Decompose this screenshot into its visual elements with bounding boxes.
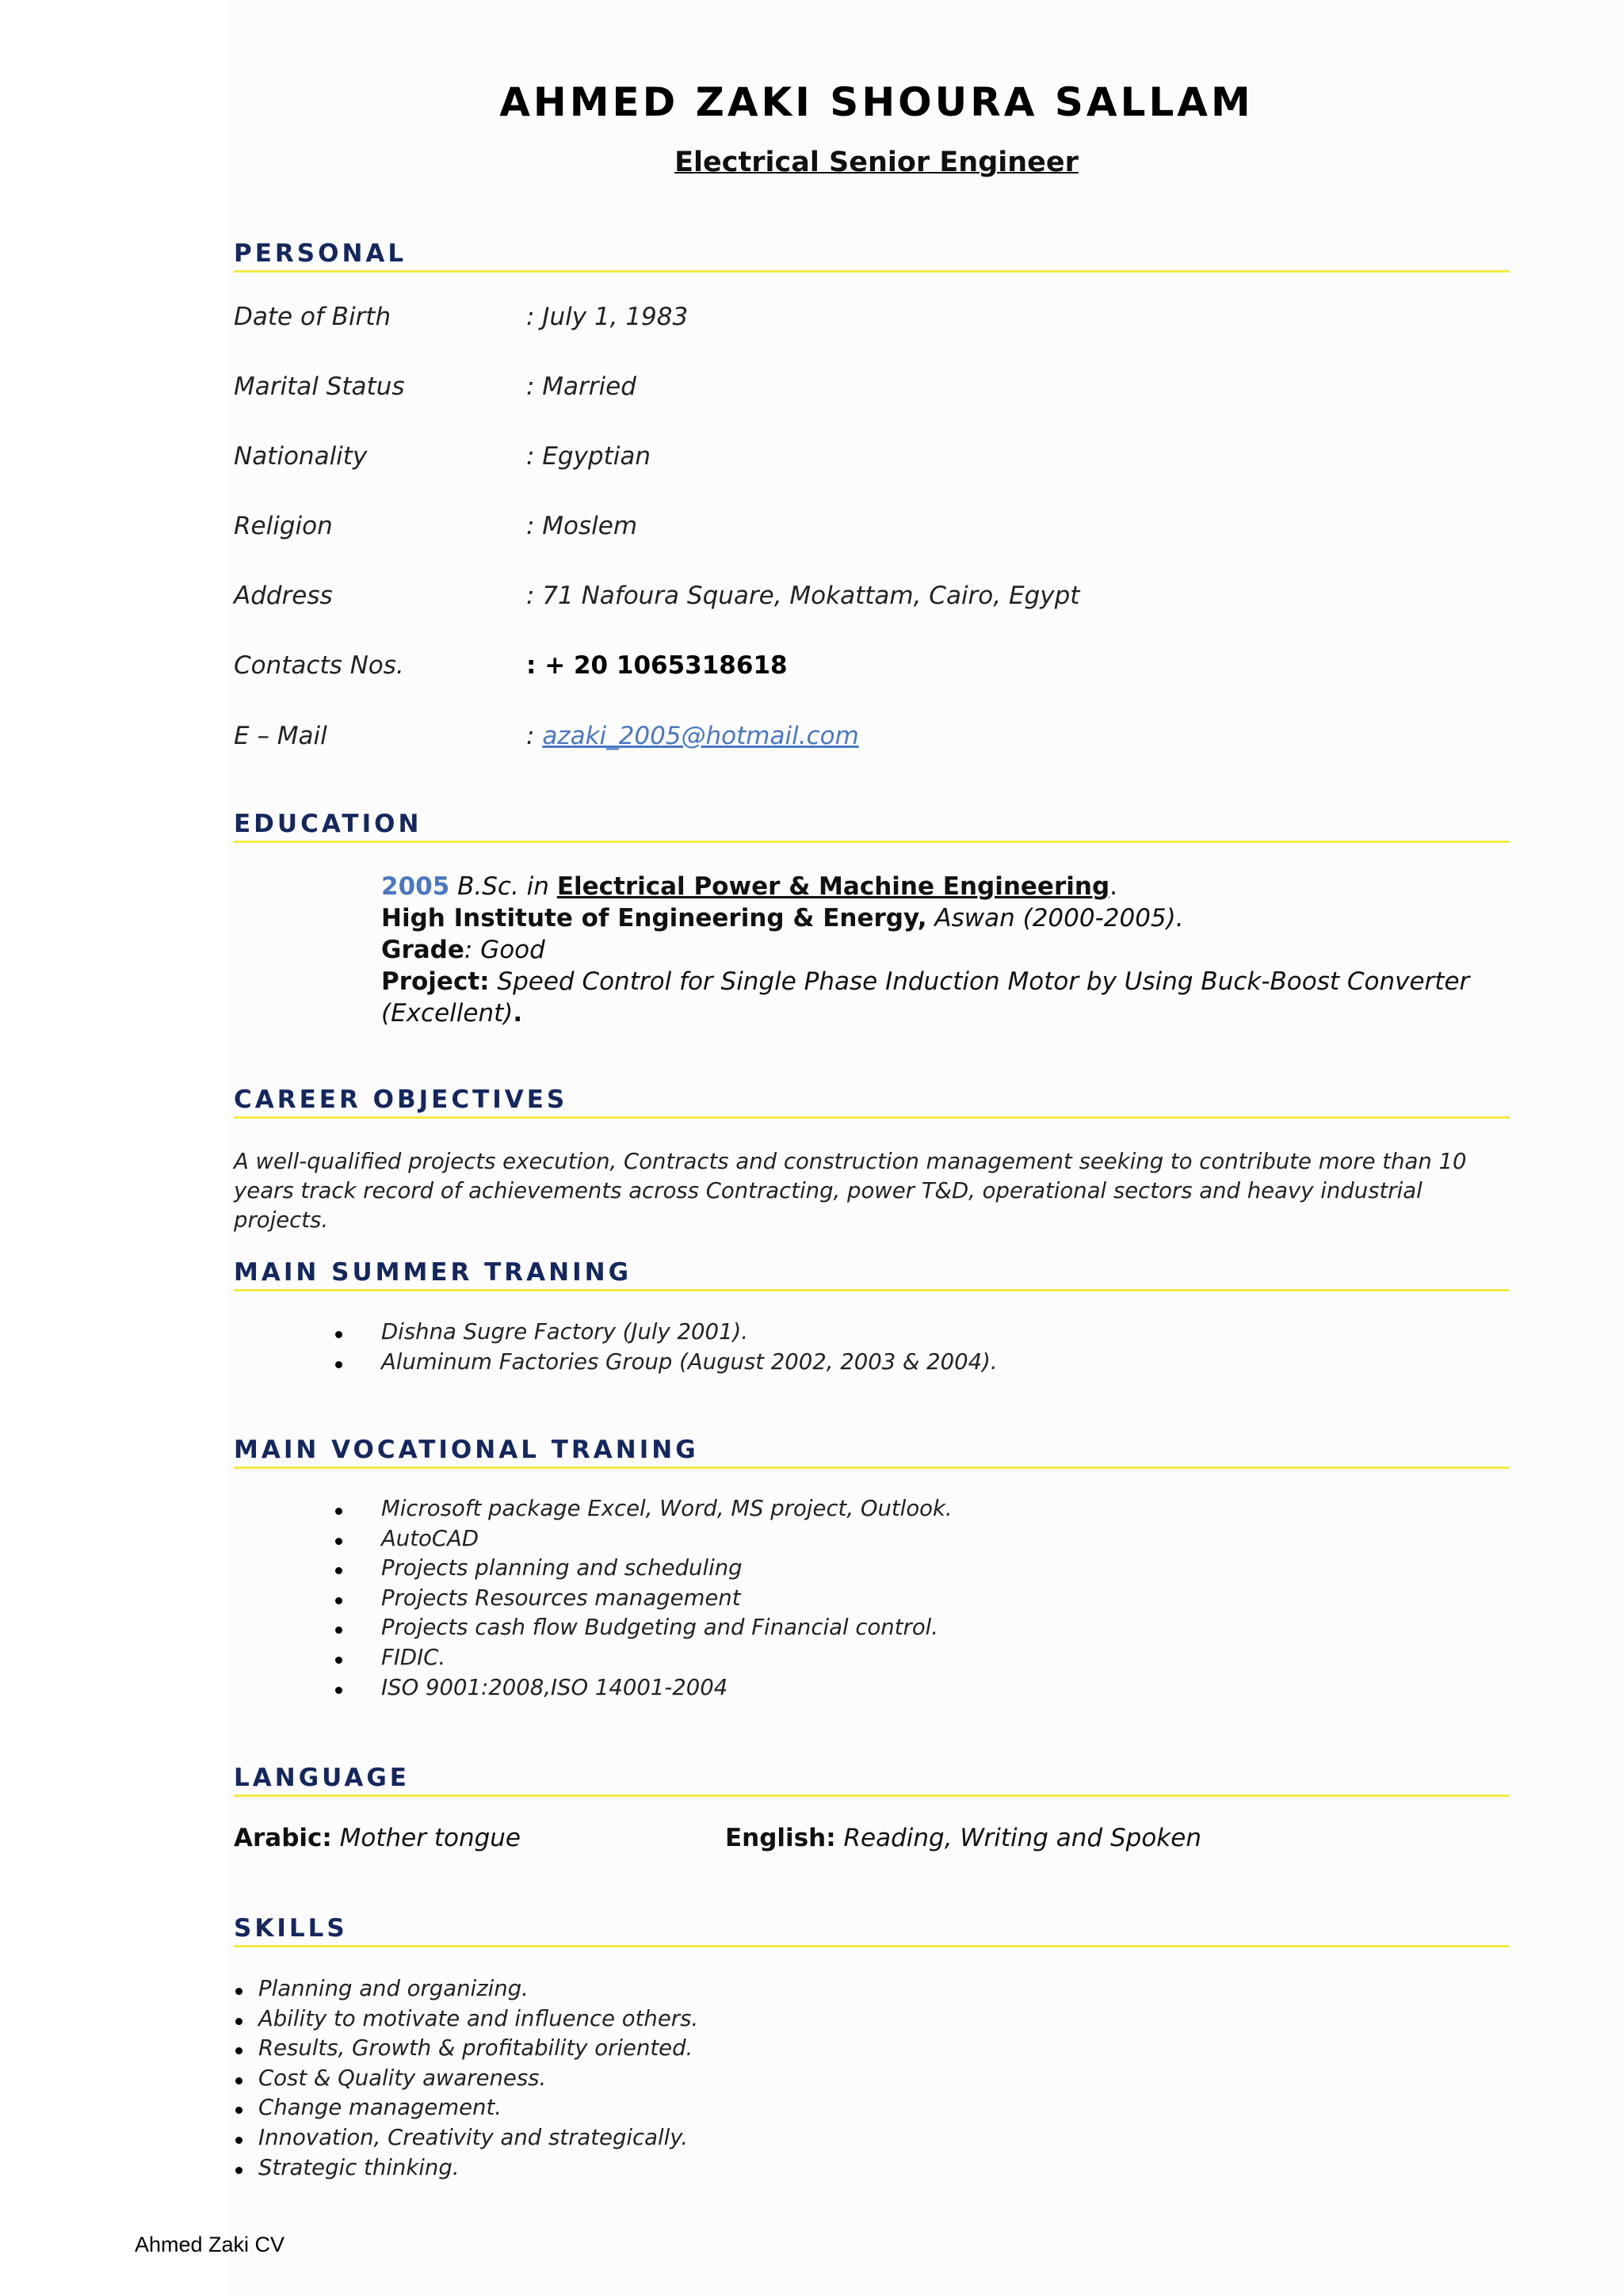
list-item: Innovation, Creativity and strategically. (0, 2125, 698, 2155)
section-heading-summer-training: MAIN SUMMER TRANING (234, 1258, 632, 1287)
education-institute-line (381, 902, 1184, 934)
list-item: Microsoft package Excel, Word, MS project, Outlook. (0, 1496, 953, 1526)
email-link[interactable]: azaki_2005@hotmail.com (542, 722, 859, 750)
education-grade-value: : Good (464, 936, 545, 964)
list-item: Projects planning and scheduling (0, 1555, 953, 1585)
list-item: Strategic thinking. (0, 2155, 698, 2185)
list-item: Results, Growth & profitability oriented. (0, 2035, 698, 2065)
language-english (725, 1824, 1201, 1852)
list-item: ISO 9001:2008,ISO 14001-2004 (0, 1675, 953, 1705)
list-item: Projects Resources management (0, 1585, 953, 1615)
list-item: AutoCAD (0, 1526, 953, 1556)
list-item: Projects cash flow Budgeting and Financial control. (0, 1615, 953, 1645)
list-item: FIDIC. (0, 1645, 953, 1675)
section-heading-career: CAREER OBJECTIVES (234, 1085, 568, 1114)
field-label-contacts: Contacts Nos. (234, 651, 404, 680)
education-year: 2005 (381, 872, 450, 901)
career-objective-text: A well-qualified projects execution, Contracts and construction management seeking to contribute more than 10 years track record of achievements across Contracting, power T&D, operational sectors and heavy industrial projects. (234, 1149, 1467, 1233)
candidate-name: AHMED ZAKI SHOURA SALLAM (499, 79, 1254, 125)
list-item: Aluminum Factories Group (August 2002, 2003 & 2004). (0, 1349, 998, 1379)
language-english-value: Reading, Writing and Spoken (835, 1824, 1201, 1852)
field-value-email (526, 722, 859, 750)
list-item: Dishna Sugre Factory (July 2001). (0, 1319, 998, 1349)
field-value-marital-status: : Married (526, 372, 636, 401)
job-title: Electrical Senior Engineer (674, 147, 1079, 178)
field-label-marital-status: Marital Status (234, 372, 405, 401)
education-project-line (381, 966, 1469, 997)
field-label-nationality: Nationality (234, 442, 368, 471)
list-item: Planning and organizing. (0, 1976, 698, 2006)
field-value-date-of-birth: : July 1, 1983 (526, 303, 689, 331)
vocational-training-list (0, 1496, 953, 1704)
education-project-label: Project: (381, 967, 490, 996)
education-degree: B.Sc. in (449, 872, 557, 901)
education-major: Electrical Power & Machine Engineering (556, 872, 1110, 901)
list-item: Ability to motivate and influence others. (0, 2006, 698, 2036)
section-heading-skills: SKILLS (234, 1914, 348, 1943)
field-label-date-of-birth: Date of Birth (234, 303, 391, 331)
list-item: Cost & Quality awareness. (0, 2065, 698, 2096)
field-value-contacts: : + 20 1065318618 (526, 651, 788, 680)
section-heading-language: LANGUAGE (234, 1764, 410, 1792)
section-divider (234, 1794, 1510, 1797)
email-prefix: : (526, 722, 543, 750)
field-label-religion: Religion (234, 512, 333, 540)
section-divider (234, 1466, 1510, 1469)
education-project-end: . (513, 999, 523, 1028)
list-item: Change management. (0, 2095, 698, 2125)
section-divider (234, 270, 1510, 273)
section-heading-personal: PERSONAL (234, 239, 407, 268)
field-value-religion: : Moslem (526, 512, 638, 540)
education-degree-line (381, 871, 1117, 902)
language-arabic-label: Arabic: (234, 1824, 332, 1852)
page-footer: Ahmed Zaki CV (135, 2233, 285, 2256)
field-value-address: : 71 Nafoura Square, Mokattam, Cairo, Egypt (526, 582, 1080, 610)
field-label-email: E – Mail (234, 722, 327, 750)
section-heading-vocational-training: MAIN VOCATIONAL TRANING (234, 1436, 699, 1464)
language-arabic-value: Mother tongue (331, 1824, 521, 1852)
skills-list (0, 1976, 698, 2184)
education-project-value-2: (Excellent) (381, 999, 514, 1028)
language-arabic (234, 1824, 521, 1852)
field-value-nationality: : Egyptian (526, 442, 651, 471)
section-divider (234, 1289, 1510, 1291)
education-institute: High Institute of Engineering & Energy, (381, 904, 927, 933)
education-grade-line (381, 934, 545, 966)
field-label-address: Address (234, 582, 333, 610)
section-divider (234, 1945, 1510, 1947)
summer-training-list (0, 1319, 998, 1379)
education-project-line-2 (381, 997, 522, 1029)
section-heading-education: EDUCATION (234, 810, 422, 838)
section-divider (234, 1116, 1510, 1119)
education-major-end: . (1109, 872, 1117, 901)
section-divider (234, 841, 1510, 843)
education-institute-place: Aswan (2000-2005). (926, 904, 1184, 933)
language-english-label: English: (725, 1824, 836, 1852)
education-grade-label: Grade (381, 936, 464, 964)
education-project-value: Speed Control for Single Phase Induction Motor by Using Buck-Boost Converter (489, 967, 1470, 996)
